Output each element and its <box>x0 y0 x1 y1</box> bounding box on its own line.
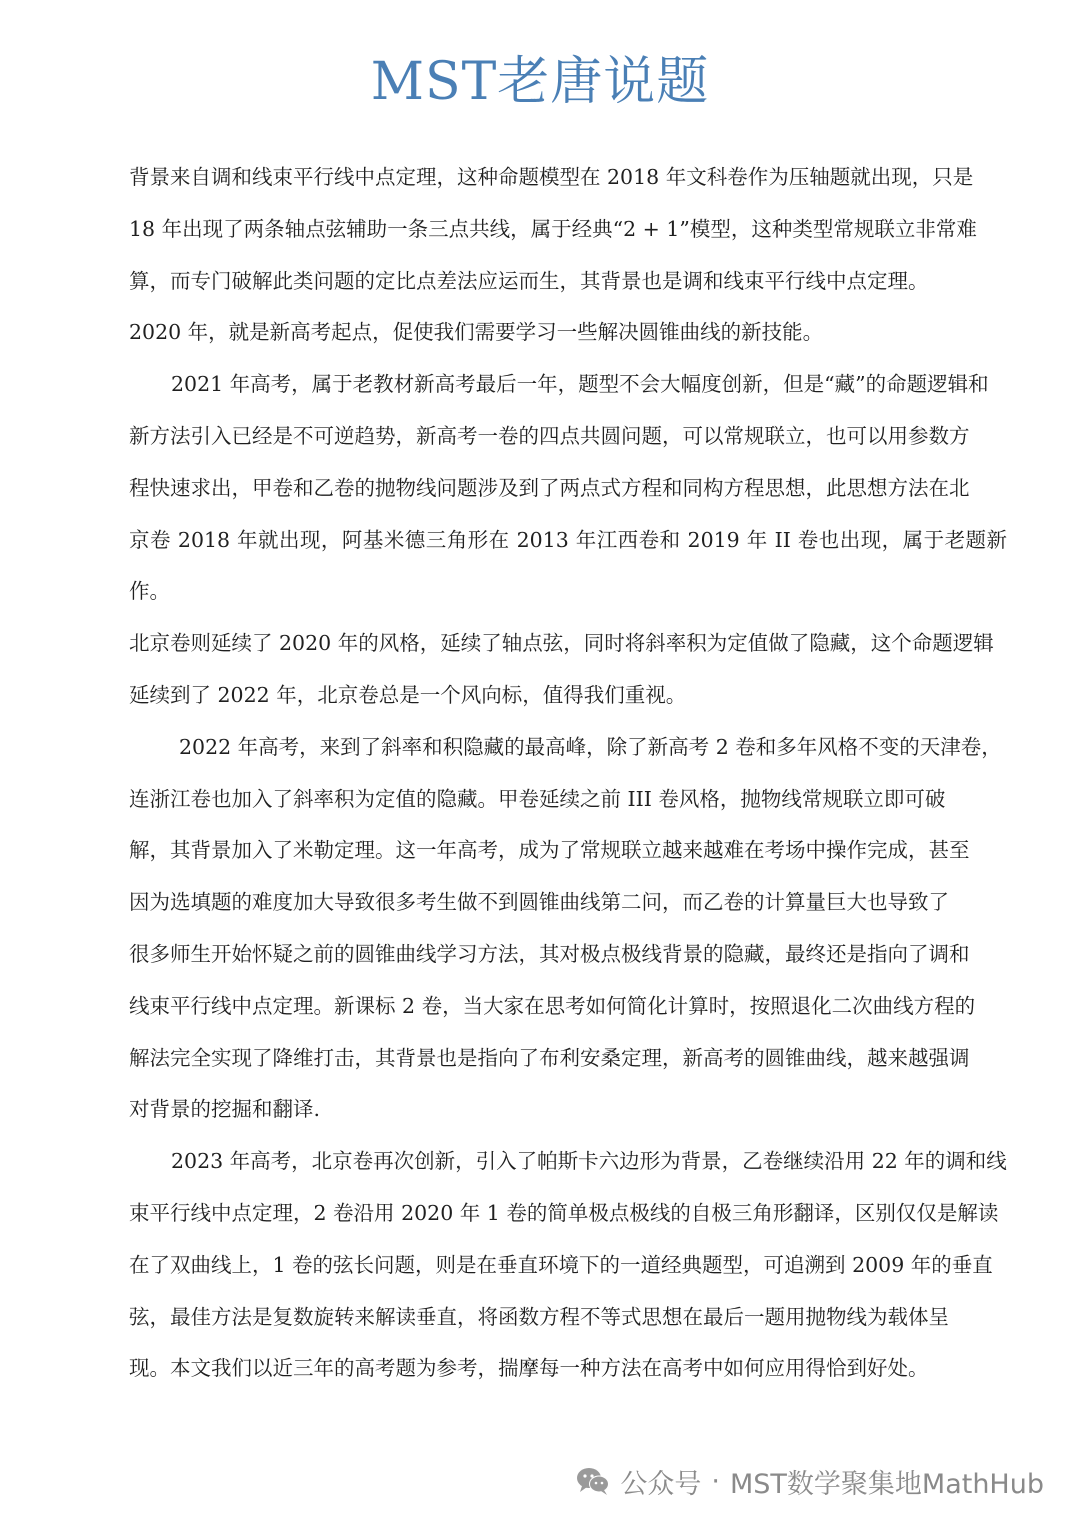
wechat-watermark <box>576 1457 1044 1505</box>
text-line: 算，而专门破解此类问题的定比点差法应运而生，其背景也是调和线束平行线中点定理。 <box>129 268 929 293</box>
text-line: 背景来自调和线束平行线中点定理，这种命题模型在 2018 年文科卷作为压轴题就出现，只是 <box>129 165 974 189</box>
text-line: 延续到了 2022 年，北京卷总是一个风向标，值得我们重视。 <box>129 682 687 707</box>
document-body <box>129 152 1007 1395</box>
text-line: 束平行线中点定理，2 卷沿用 2020 年 1 卷的简单极点极线的自极三角形翻译，区别仅仅是解读 <box>129 1200 999 1225</box>
text-line: 程快速求出，甲卷和乙卷的抛物线问题涉及到了两点式方程和同构方程思想，此思想方法在北 <box>129 475 970 500</box>
wechat-icon <box>576 1466 610 1496</box>
text-line: 因为选填题的难度加大导致很多考生做不到圆锥曲线第二问，而乙卷的计算量巨大也导致了 <box>129 890 949 915</box>
text-line: 解，其背景加入了米勒定理。这一年高考，成为了常规联立越来越难在考场中操作完成，甚至 <box>129 838 970 863</box>
paragraph-4 <box>129 1136 1007 1395</box>
document-title: MST老唐说题 <box>370 52 710 112</box>
text-line: 京卷 2018 年就出现，阿基米德三角形在 2013 年江西卷和 2019 年 II 卷也出现，属于老题新作。 <box>129 527 1007 604</box>
text-line: 对背景的挖掘和翻译. <box>129 1097 321 1122</box>
paragraph-3 <box>129 722 1007 1136</box>
text-line: 解法完全实现了降维打击，其背景也是指向了布利安桑定理，新高考的圆锥曲线，越来越强调 <box>129 1045 970 1070</box>
watermark-separator: · <box>711 1465 720 1497</box>
text-line: 北京卷则延续了 2020 年的风格，延续了轴点弦，同时将斜率积为定值做了隐藏，这个命题逻辑 <box>129 631 994 656</box>
text-line: 弦，最佳方法是复数旋转来解读垂直，将函数方程不等式思想在最后一题用抛物线为载体呈 <box>129 1304 949 1329</box>
text-line: 2022 年高考，来到了斜率和积隐藏的最高峰，除了新高考 2 卷和多年风格不变的天津卷， <box>179 734 1002 759</box>
text-line: 2020 年，就是新高考起点，促使我们需要学习一些解决圆锥曲线的新技能。 <box>129 320 824 345</box>
text-line: 很多师生开始怀疑之前的圆锥曲线学习方法，其对极点极线背景的隐藏，最终还是指向了调和 <box>129 941 970 966</box>
text-line: 18 年出现了两条轴点弦辅助一条三点共线，属于经典“2 + 1”模型，这种类型常规联立非常难 <box>129 216 977 241</box>
watermark-account: MST数学聚集地MathHub <box>729 1468 1044 1500</box>
text-line: 连浙江卷也加入了斜率积为定值的隐藏。甲卷延续之前 III 卷风格，抛物线常规联立即可破 <box>129 786 946 811</box>
text-line: 线束平行线中点定理。新课标 2 卷，当大家在思考如何简化计算时，按照退化二次曲线方程的 <box>129 993 976 1018</box>
watermark-label: 公众号 <box>620 1468 702 1500</box>
paragraph-1 <box>129 152 1007 359</box>
paragraph-2 <box>129 359 1007 722</box>
text-line: 2021 年高考，属于老教材新高考最后一年，题型不会大幅度创新，但是“藏”的命题逻辑和 <box>171 372 989 397</box>
text-line: 在了双曲线上，1 卷的弦长问题，则是在垂直环境下的一道经典题型，可追溯到 2009 年的垂直 <box>129 1252 993 1277</box>
text-line: 2023 年高考，北京卷再次创新，引入了帕斯卡六边形为背景，乙卷继续沿用 22 年的调和线 <box>171 1149 1007 1174</box>
text-line: 新方法引入已经是不可逆趋势，新高考一卷的四点共圆问题，可以常规联立，也可以用参数方 <box>129 423 970 448</box>
text-line: 现。本文我们以近三年的高考题为参考，揣摩每一种方法在高考中如何应用得恰到好处。 <box>129 1356 929 1381</box>
